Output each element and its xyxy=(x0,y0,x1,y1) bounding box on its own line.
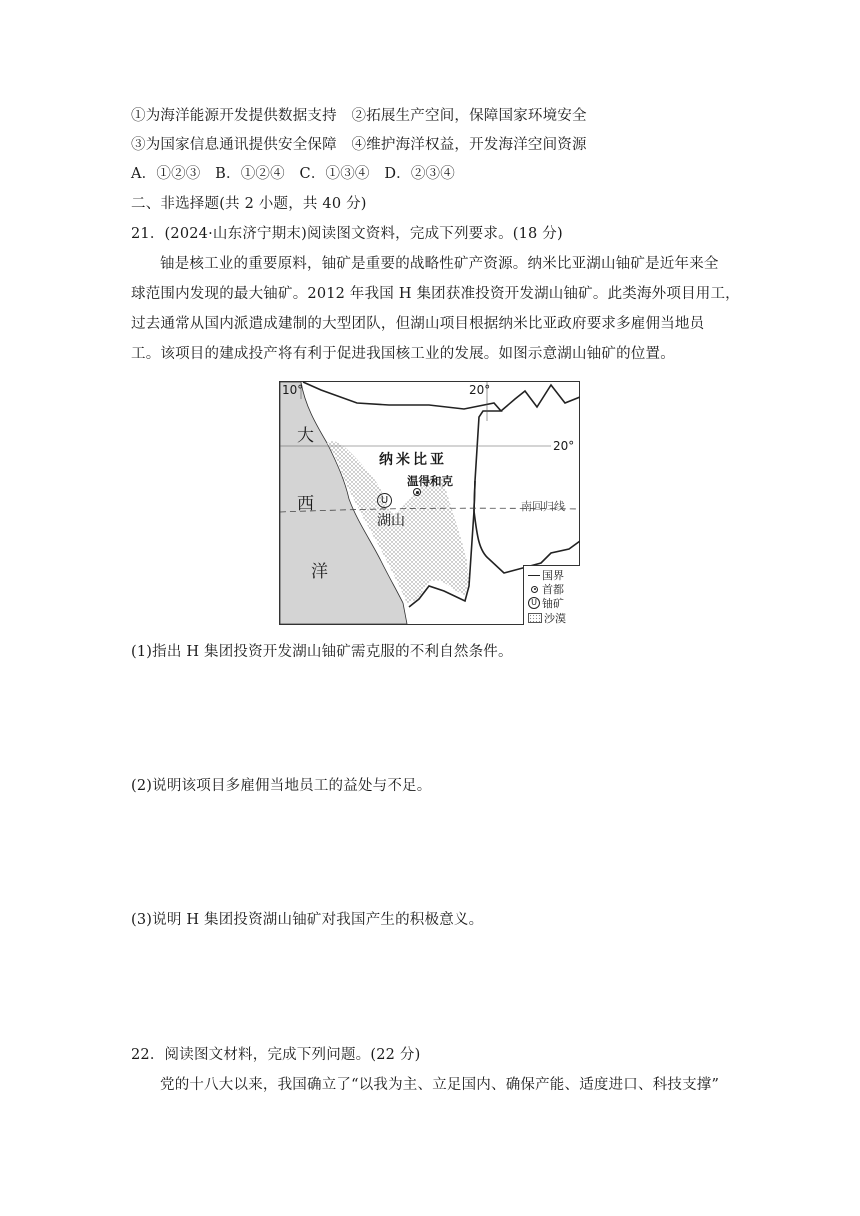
map-legend xyxy=(523,565,580,625)
mine-label: 湖山 xyxy=(377,513,405,529)
q21-paragraph-line: 铀是核工业的重要原料，铀矿是重要的战略性矿产资源。纳米比亚湖山铀矿是近年来全 xyxy=(160,256,719,272)
capital-legend-icon xyxy=(531,586,538,593)
legend-capital-label: 首都 xyxy=(542,583,564,596)
q21-sub-question-2: (2)说明该项目多雇佣当地员工的益处与不足。 xyxy=(131,778,432,794)
border-legend-icon xyxy=(528,575,540,576)
q21-paragraph-line: 球范围内发现的最大铀矿。2012 年我国 H 集团获准投资开发湖山铀矿。此类海外项目用工， xyxy=(131,286,740,302)
legend-mine-label: 铀矿 xyxy=(542,597,564,610)
lon-20-label: 20° xyxy=(469,383,491,397)
q22-paragraph-line: 党的十八大以来，我国确立了“以我为主、立足国内、确保产能、适度进口、科技支撑” xyxy=(160,1077,720,1093)
q21-sub-question-1: (1)指出 H 集团投资开发湖山铀矿需克服的不利自然条件。 xyxy=(131,644,513,660)
option-line-1: ①为海洋能源开发提供数据支持 ②拓展生产空间，保障国家环境安全 xyxy=(131,108,587,124)
tropic-label: 南回归线 xyxy=(521,500,565,513)
lat-20-label: 20° xyxy=(553,439,575,453)
q21-header: 21．(2024·山东济宁期末)阅读图文资料，完成下列要求。(18 分) xyxy=(131,226,563,242)
mine-legend-icon: U xyxy=(528,597,540,609)
capital-icon xyxy=(413,488,421,496)
answer-choices: A．①②③ B．①②④ C．①③④ D．②③④ xyxy=(131,166,455,182)
ocean-label-char: 洋 xyxy=(311,562,328,582)
capital-label: 温得和克 xyxy=(407,474,453,488)
q21-paragraph-line: 工。该项目的建成投产将有利于促进我国核工业的发展。如图示意湖山铀矿的位置。 xyxy=(131,346,675,362)
uranium-mine-icon: U xyxy=(377,493,392,508)
ocean-label-char: 西 xyxy=(297,494,314,514)
legend-border-label: 国界 xyxy=(542,569,564,582)
ocean-label-char: 大 xyxy=(297,426,314,446)
section-title: 二、非选择题(共 2 小题，共 40 分) xyxy=(131,196,367,212)
lon-10-label: 10° xyxy=(282,383,304,397)
country-label: 纳米比亚 xyxy=(379,452,447,468)
q21-paragraph-line: 过去通常从国内派遣成建制的大型团队，但湖山项目根据纳米比亚政府要求多雇佣当地员 xyxy=(131,316,705,332)
option-line-2: ③为国家信息通讯提供安全保障 ④维护海洋权益，开发海洋空间资源 xyxy=(131,137,587,153)
q22-header: 22．阅读图文材料，完成下列问题。(22 分) xyxy=(131,1047,421,1063)
legend-desert-label: 沙漠 xyxy=(544,612,566,625)
q21-sub-question-3: (3)说明 H 集团投资湖山铀矿对我国产生的积极意义。 xyxy=(131,912,484,928)
namibia-map xyxy=(279,381,580,625)
desert-legend-icon xyxy=(528,613,542,623)
